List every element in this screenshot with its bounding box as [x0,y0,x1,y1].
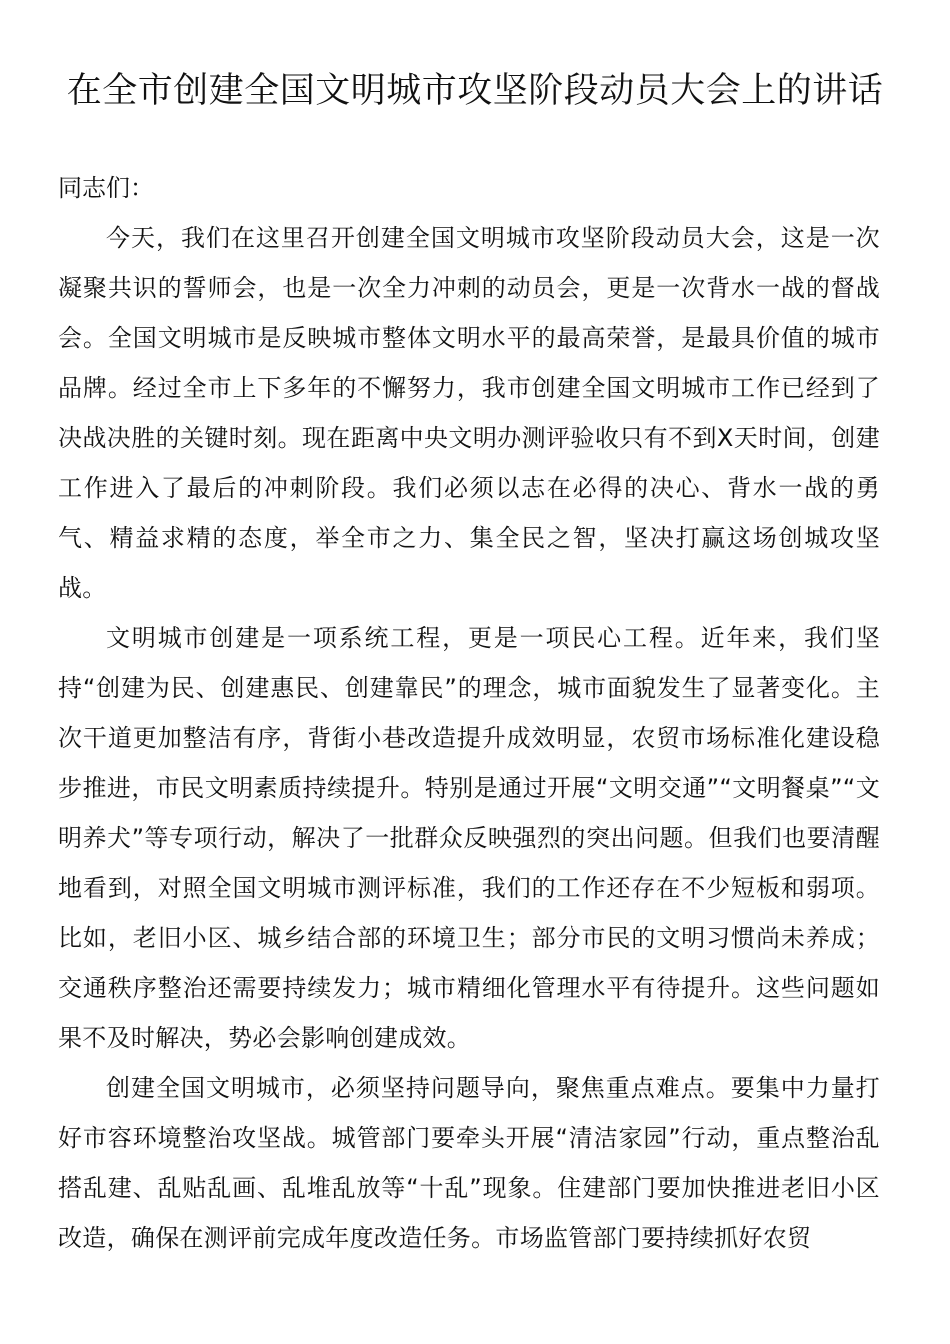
document-title: 在全市创建全国文明城市攻坚阶段动员大会上的讲话 [66,71,884,111]
salutation: 同志们： [58,174,154,202]
paragraph-1: 今天，我们在这里召开创建全国文明城市攻坚阶段动员大会，这是一次凝聚共识的誓师会，也是一次全力冲刺的动员会，更是一次背水一战的督战会。全国文明城市是反映城市整体文明水平的最高荣誉，是最具价值的城市品牌。经过全市上下多年的不懈努力，我市创建全国文明城市工作已经到了决战决胜的关键时刻。现在距离中央文明办测评验收只有不到X天时间，创建工作进入了最后的冲刺阶段。我们必须以志在必得的决心、背水一战的勇气、精益求精的态度，举全市之力、集全民之智，坚决打赢这场创城攻坚战。 [58,224,880,602]
paragraph-2: 文明城市创建是一项系统工程，更是一项民心工程。近年来，我们坚持“创建为民、创建惠民、创建靠民”的理念，城市面貌发生了显著变化。主次干道更加整洁有序，背街小巷改造提升成效明显，农贸市场标准化建设稳步推进，市民文明素质持续提升。特别是通过开展“文明交通”“文明餐桌”“文明养犬”等专项行动，解决了一批群众反映强烈的突出问题。但我们也要清醒地看到，对照全国文明城市测评标准，我们的工作还存在不少短板和弱项。比如，老旧小区、城乡结合部的环境卫生；部分市民的文明习惯尚未养成；交通秩序整治还需要持续发力；城市精细化管理水平有待提升。这些问题如果不及时解决，势必会影响创建成效。 [58,624,880,1052]
document-body [58,163,880,1263]
paragraph-3: 创建全国文明城市，必须坚持问题导向，聚焦重点难点。要集中力量打好市容环境整治攻坚战。城管部门要牵头开展“清洁家园”行动，重点整治乱搭乱建、乱贴乱画、乱堆乱放等“十乱”现象。住建部门要加快推进老旧小区改造，确保在测评前完成年度改造任务。市场监管部门要持续抓好农贸 [58,1074,880,1252]
